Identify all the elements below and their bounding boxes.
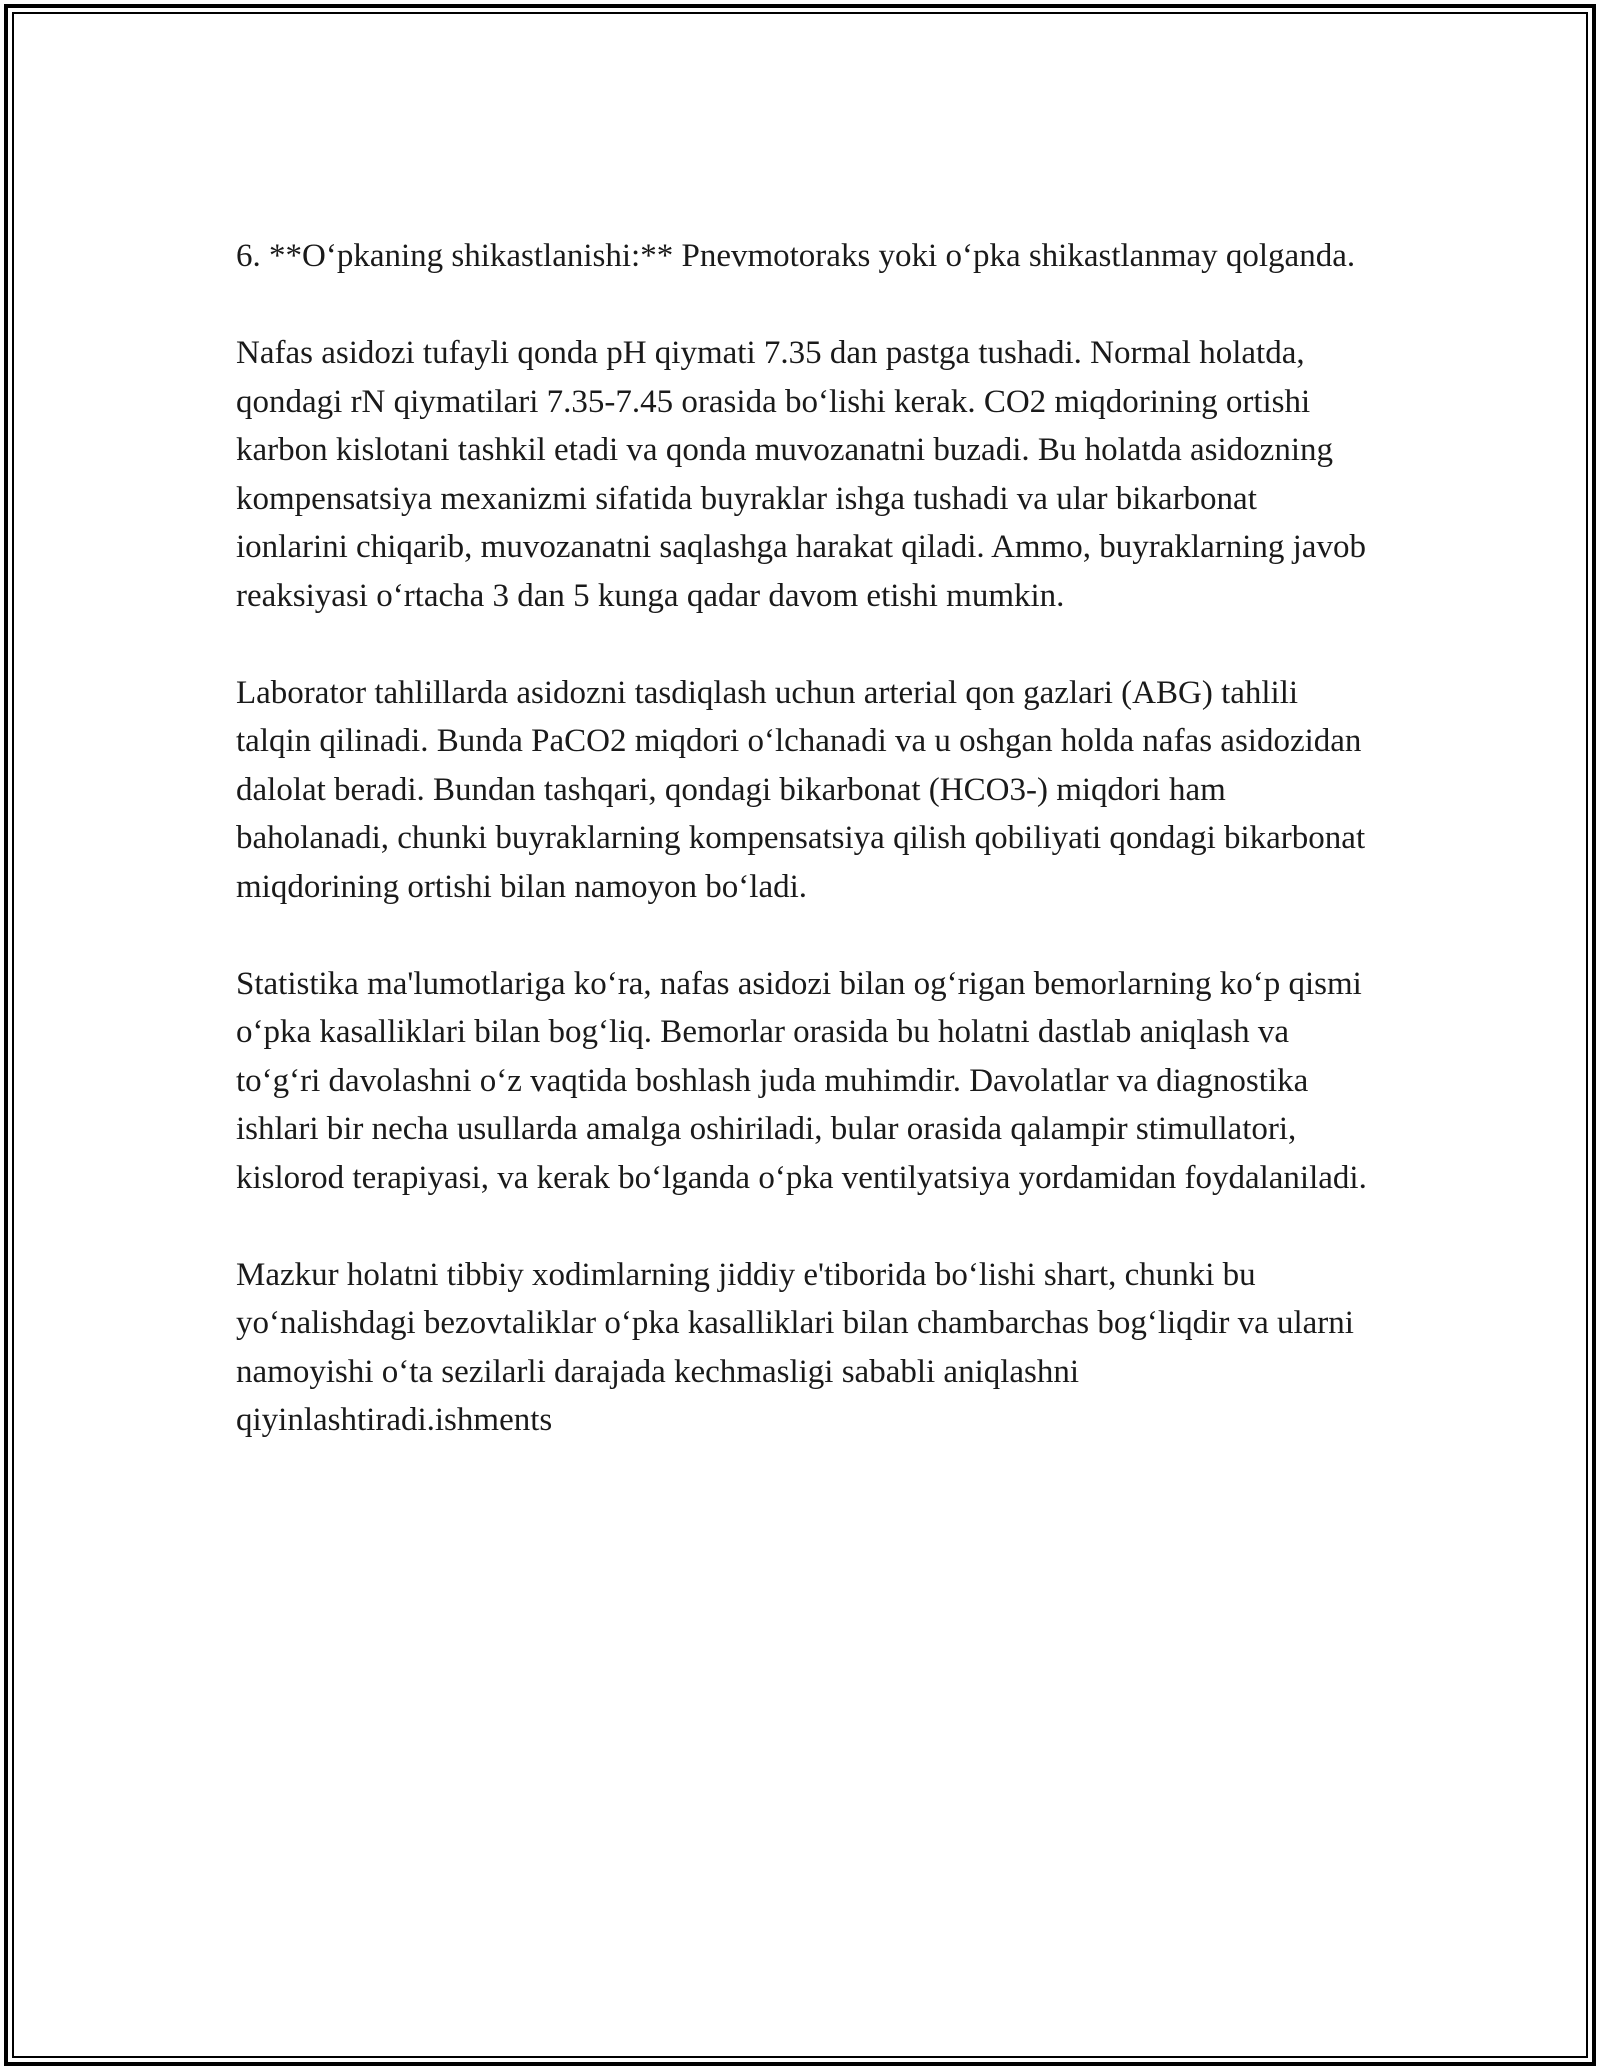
paragraph-lab-analysis: Laborator tahlillarda asidozni tasdiqlash uchun arterial qon gazlari (ABG) tahlili talqin qilinadi. Bunda PaCO2 miqdori oʻlchanadi va u oshgan holda nafas asidozidan dalolat beradi. Bundan tashqari, qondagi bikarbonat (HCO3-) miqdori ham baholanadi, chunki buyraklarning kompensatsiya qilish qobiliyati qondagi bikarbonat miqdorining ortishi bilan namoyon boʻladi.	[236, 674, 1366, 905]
paragraph-lung-injury: 6. **Oʻpkaning shikastlanishi:** Pnevmotoraks yoki oʻpka shikastlanmay qolganda.	[236, 238, 1356, 274]
paragraph-ph-levels: Nafas asidozi tufayli qonda pH qiymati 7.35 dan pastga tushadi. Normal holatda, qondagi rN qiymatilari 7.35-7.45 orasida boʻlishi kerak. CO2 miqdorining ortishi karbon kislotani tashkil etadi va qonda muvozanatni buzadi. Bu holatda asidozning kompensatsiya mexanizmi sifatida buyraklar ishga tushadi va ular bikarbonat ionlarini chiqarib, muvozanatni saqlashga harakat qiladi. Ammo, buyraklarning javob reaksiyasi oʻrtacha 3 dan 5 kunga qadar davom etishi mumkin.	[236, 335, 1366, 614]
paragraph-conclusion: Mazkur holatni tibbiy xodimlarning jiddiy e'tiborida boʻlishi shart, chunki bu yoʻnalishdagi bezovtaliklar oʻpka kasalliklari bilan chambarchas bogʻliqdir va ularni namoyishi oʻta sezilarli darajada kechmasligi sababli aniqlashni qiyinlashtiradi.ishments	[236, 1256, 1354, 1438]
document-body	[236, 232, 1376, 1493]
paragraph-statistics: Statistika ma'lumotlariga koʻra, nafas asidozi bilan ogʻrigan bemorlarning koʻp qismi oʻpka kasalliklari bilan bogʻliq. Bemorlar orasida bu holatni dastlab aniqlash va toʻgʻri davolashni oʻz vaqtida boshlash juda muhimdir. Davolatlar va diagnostika ishlari bir necha usullarda amalga oshiriladi, bular orasida qalampir stimullatori, kislorod terapiyasi, va kerak boʻlganda oʻpka ventilyatsiya yordamidan foydalaniladi.	[236, 965, 1367, 1196]
